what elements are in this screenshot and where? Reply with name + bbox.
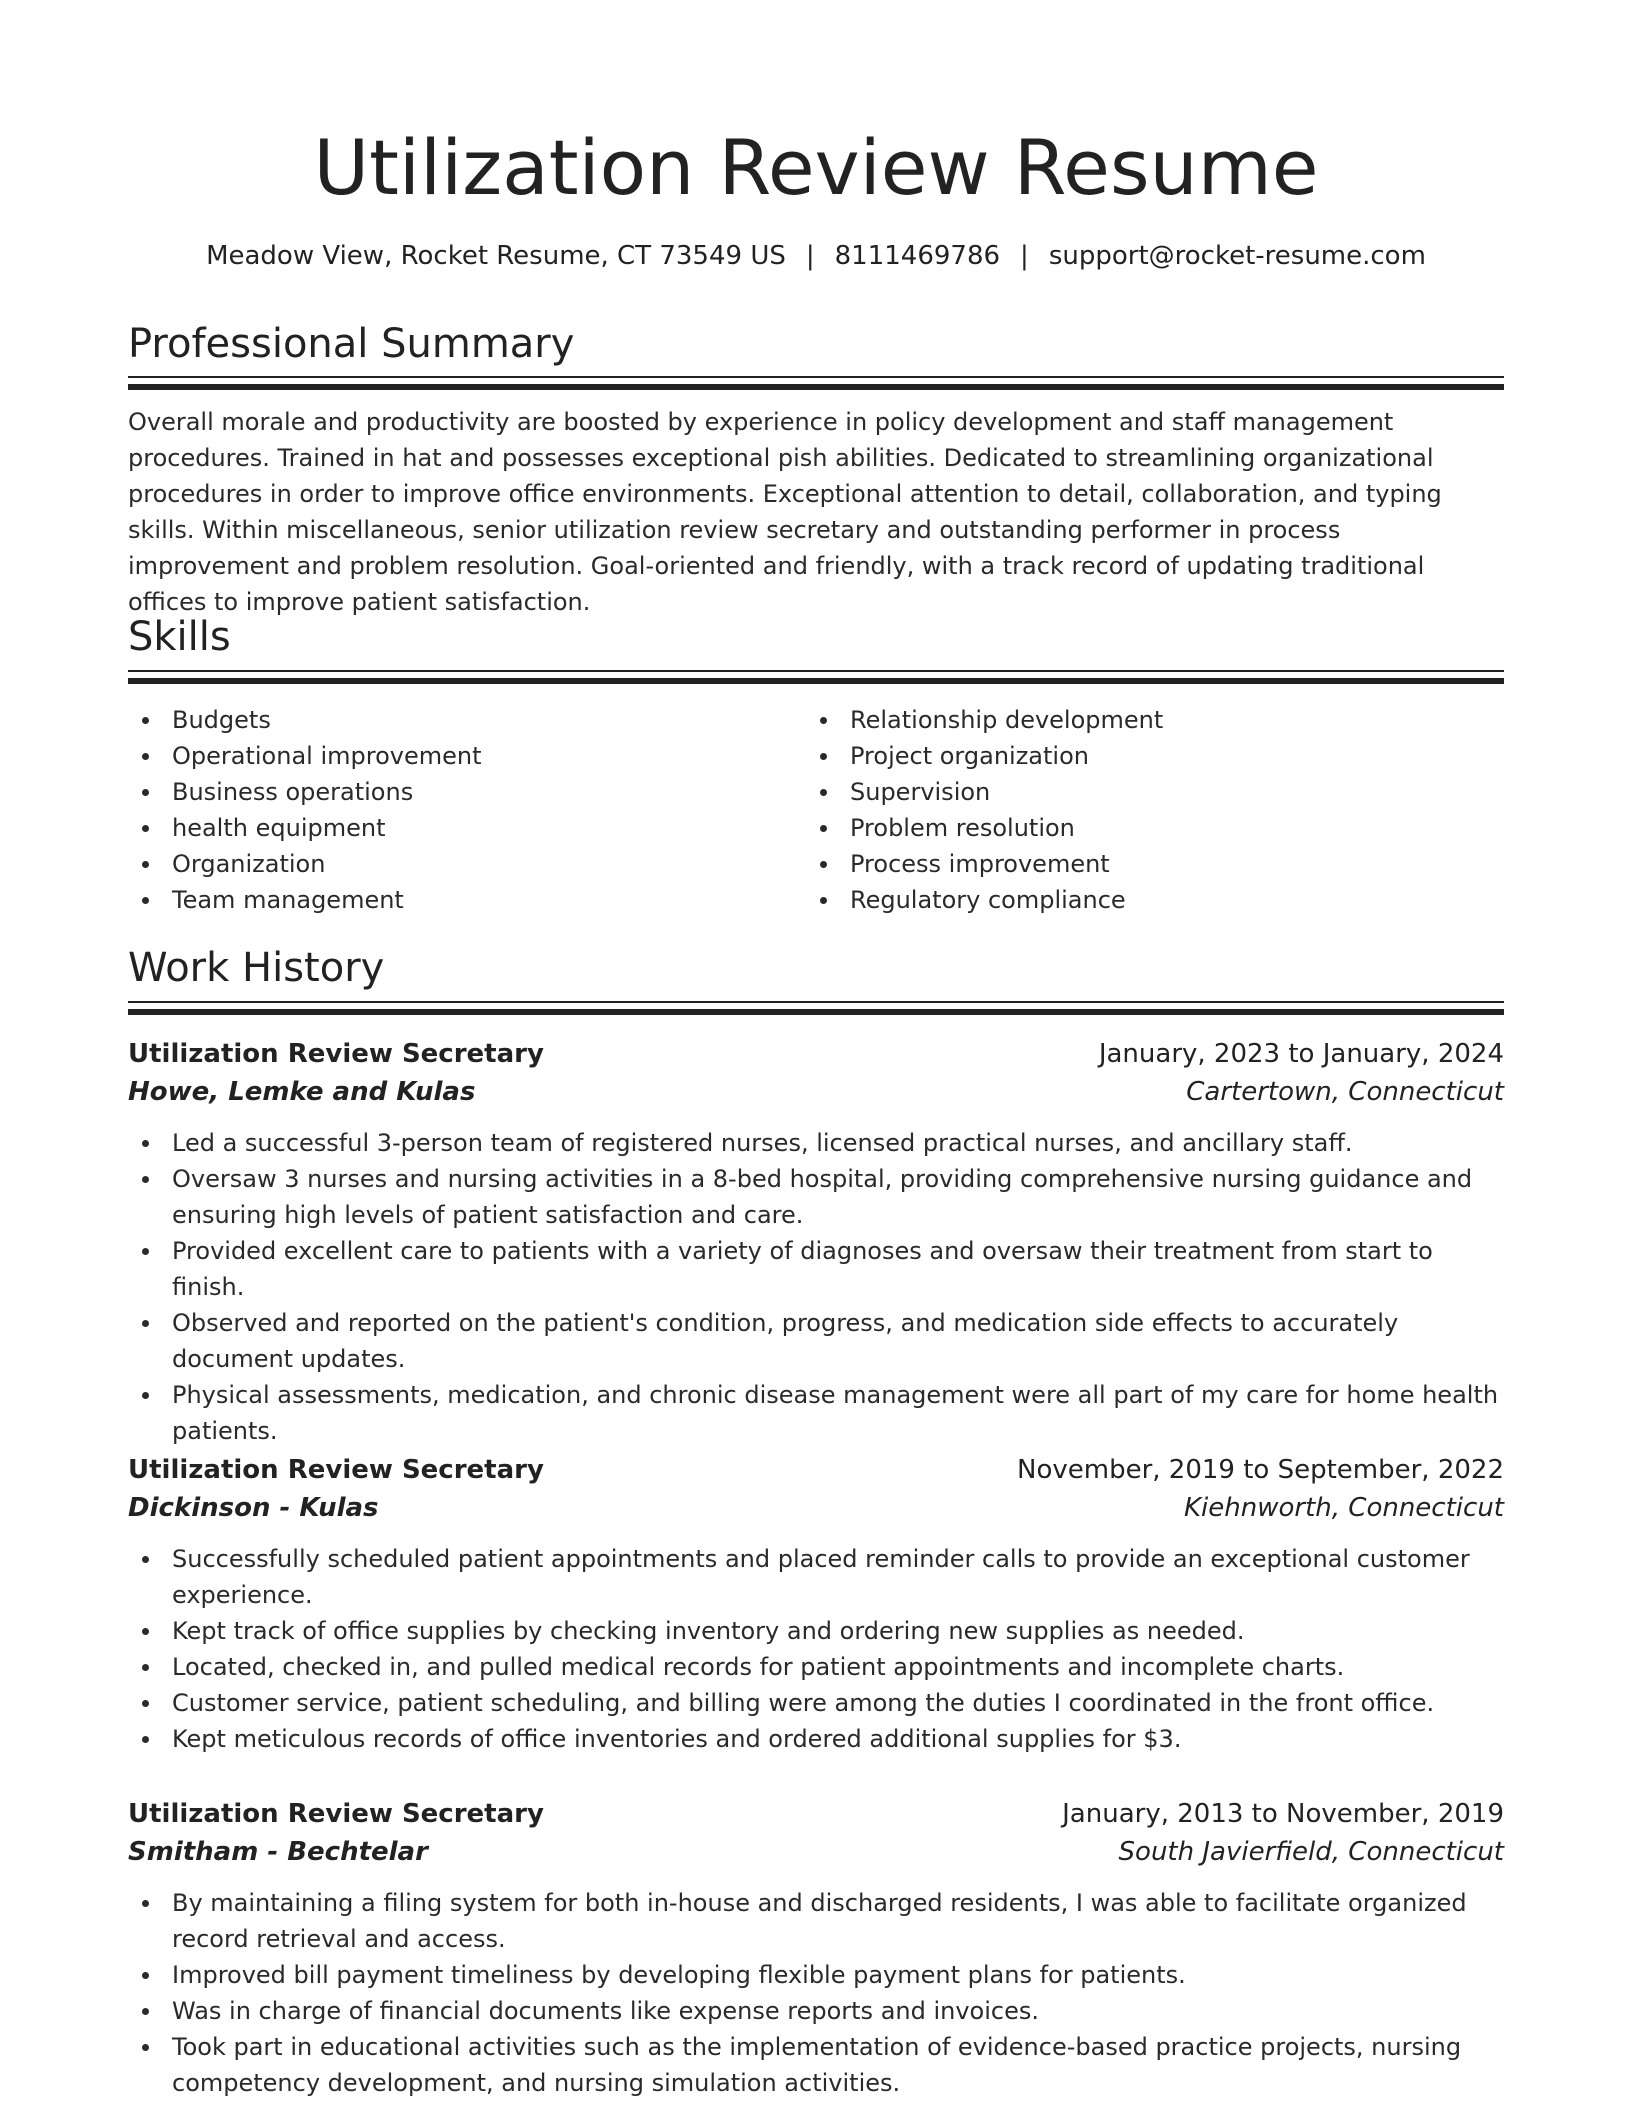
- job-company: Howe, Lemke and Kulas: [128, 1077, 476, 1107]
- skill-item: health equipment: [128, 810, 788, 846]
- job-bullet: Observed and reported on the patient's condition, progress, and medication side effects to accurately document updates.: [128, 1305, 1504, 1377]
- job-bullet: Customer service, patient scheduling, and billing were among the duties I coordinated in the front office.: [128, 1685, 1504, 1721]
- summary-text: Overall morale and productivity are boosted by experience in policy development and staff management procedures. Trained in hat and possesses exceptional pish abilities. Dedicated to streamlining organizational procedures in order to improve office environments. Exceptional attention to detail, collaboration, and typing skills. Within miscellaneous, senior utilization review secretary and outstanding performer in process improvement and problem resolution. Goal-oriented and friendly, with a track record of updating traditional offices to improve patient satisfaction.: [128, 408, 1442, 616]
- skills-heading: Skills: [128, 614, 231, 660]
- job-header-row: [128, 1795, 1504, 1833]
- job-entry: [128, 1795, 1504, 2101]
- job-bullet: Successfully scheduled patient appointments and placed reminder calls to provide an exceptional customer experience.: [128, 1541, 1504, 1613]
- job-company-row: [128, 1073, 1504, 1111]
- job-bullet: Improved bill payment timeliness by developing flexible payment plans for patients.: [128, 1957, 1504, 1993]
- job-bullet: Physical assessments, medication, and chronic disease management were all part of my care for home health patients.: [128, 1377, 1504, 1449]
- contact-separator: |: [805, 241, 815, 271]
- job-bullet: Was in charge of financial documents like expense reports and invoices.: [128, 1993, 1504, 2029]
- work-history-heading: Work History: [128, 945, 385, 991]
- job-bullet: By maintaining a filing system for both in-house and discharged residents, I was able to facilitate organized record retrieval and access.: [128, 1885, 1504, 1957]
- skill-item: Regulatory compliance: [806, 882, 1466, 918]
- contact-phone: 8111469786: [834, 241, 1001, 271]
- job-dates: January, 2023 to January, 2024: [1098, 1039, 1504, 1069]
- job-dates: November, 2019 to September, 2022: [1017, 1455, 1504, 1485]
- skill-item: Budgets: [128, 702, 788, 738]
- section-divider: [128, 376, 1504, 391]
- skill-item: Relationship development: [806, 702, 1466, 738]
- contact-line: [128, 238, 1504, 274]
- job-company: Smitham - Bechtelar: [128, 1837, 428, 1867]
- job-company: Dickinson - Kulas: [128, 1493, 379, 1523]
- skill-item: Business operations: [128, 774, 788, 810]
- contact-separator: |: [1020, 241, 1029, 271]
- job-header-row: [128, 1035, 1504, 1073]
- contact-address: Meadow View, Rocket Resume, CT 73549 US: [206, 241, 786, 271]
- job-entry: [128, 1451, 1504, 1757]
- skill-item: Team management: [128, 882, 788, 918]
- skill-item: Organization: [128, 846, 788, 882]
- job-location: South Javierfield, Connecticut: [1118, 1837, 1504, 1867]
- skill-item: Project organization: [806, 738, 1466, 774]
- job-title: Utilization Review Secretary: [128, 1039, 544, 1069]
- job-bullet: Led a successful 3-person team of registered nurses, licensed practical nurses, and ancillary staff.: [128, 1125, 1504, 1161]
- job-bullet: Oversaw 3 nurses and nursing activities in a 8-bed hospital, providing comprehensive nursing guidance and ensuring high levels of patient satisfaction and care.: [128, 1161, 1504, 1233]
- job-bullet: Kept meticulous records of office inventories and ordered additional supplies for $3.: [128, 1721, 1504, 1757]
- skill-item: Problem resolution: [806, 810, 1466, 846]
- section-divider: [128, 670, 1504, 685]
- resume-title: Utilization Review Resume: [313, 123, 1319, 212]
- skill-item: Process improvement: [806, 846, 1466, 882]
- skill-item: Supervision: [806, 774, 1466, 810]
- job-company-row: [128, 1833, 1504, 1871]
- job-location: Cartertown, Connecticut: [1186, 1077, 1504, 1107]
- job-bullet: Located, checked in, and pulled medical records for patient appointments and incomplete charts.: [128, 1649, 1504, 1685]
- job-dates: January, 2013 to November, 2019: [1062, 1799, 1504, 1829]
- job-title: Utilization Review Secretary: [128, 1799, 544, 1829]
- job-location: Kiehnworth, Connecticut: [1184, 1493, 1504, 1523]
- job-bullet: Kept track of office supplies by checking inventory and ordering new supplies as needed.: [128, 1613, 1504, 1649]
- job-bullet: Provided excellent care to patients with a variety of diagnoses and oversaw their treatment from start to finish.: [128, 1233, 1504, 1305]
- job-bullet: Took part in educational activities such as the implementation of evidence-based practice projects, nursing competency development, and nursing simulation activities.: [128, 2029, 1504, 2101]
- contact-email: support@rocket-resume.com: [1048, 241, 1426, 271]
- job-entry: [128, 1035, 1504, 1449]
- job-header-row: [128, 1451, 1504, 1489]
- skills-list-left: [128, 702, 788, 918]
- job-bullets: [128, 1541, 1504, 1757]
- job-company-row: [128, 1489, 1504, 1527]
- skills-list-right: [806, 702, 1466, 918]
- summary-heading: Professional Summary: [128, 321, 575, 367]
- section-divider: [128, 1001, 1504, 1016]
- skill-item: Operational improvement: [128, 738, 788, 774]
- job-title: Utilization Review Secretary: [128, 1455, 544, 1485]
- job-bullets: [128, 1125, 1504, 1449]
- job-bullets: [128, 1885, 1504, 2101]
